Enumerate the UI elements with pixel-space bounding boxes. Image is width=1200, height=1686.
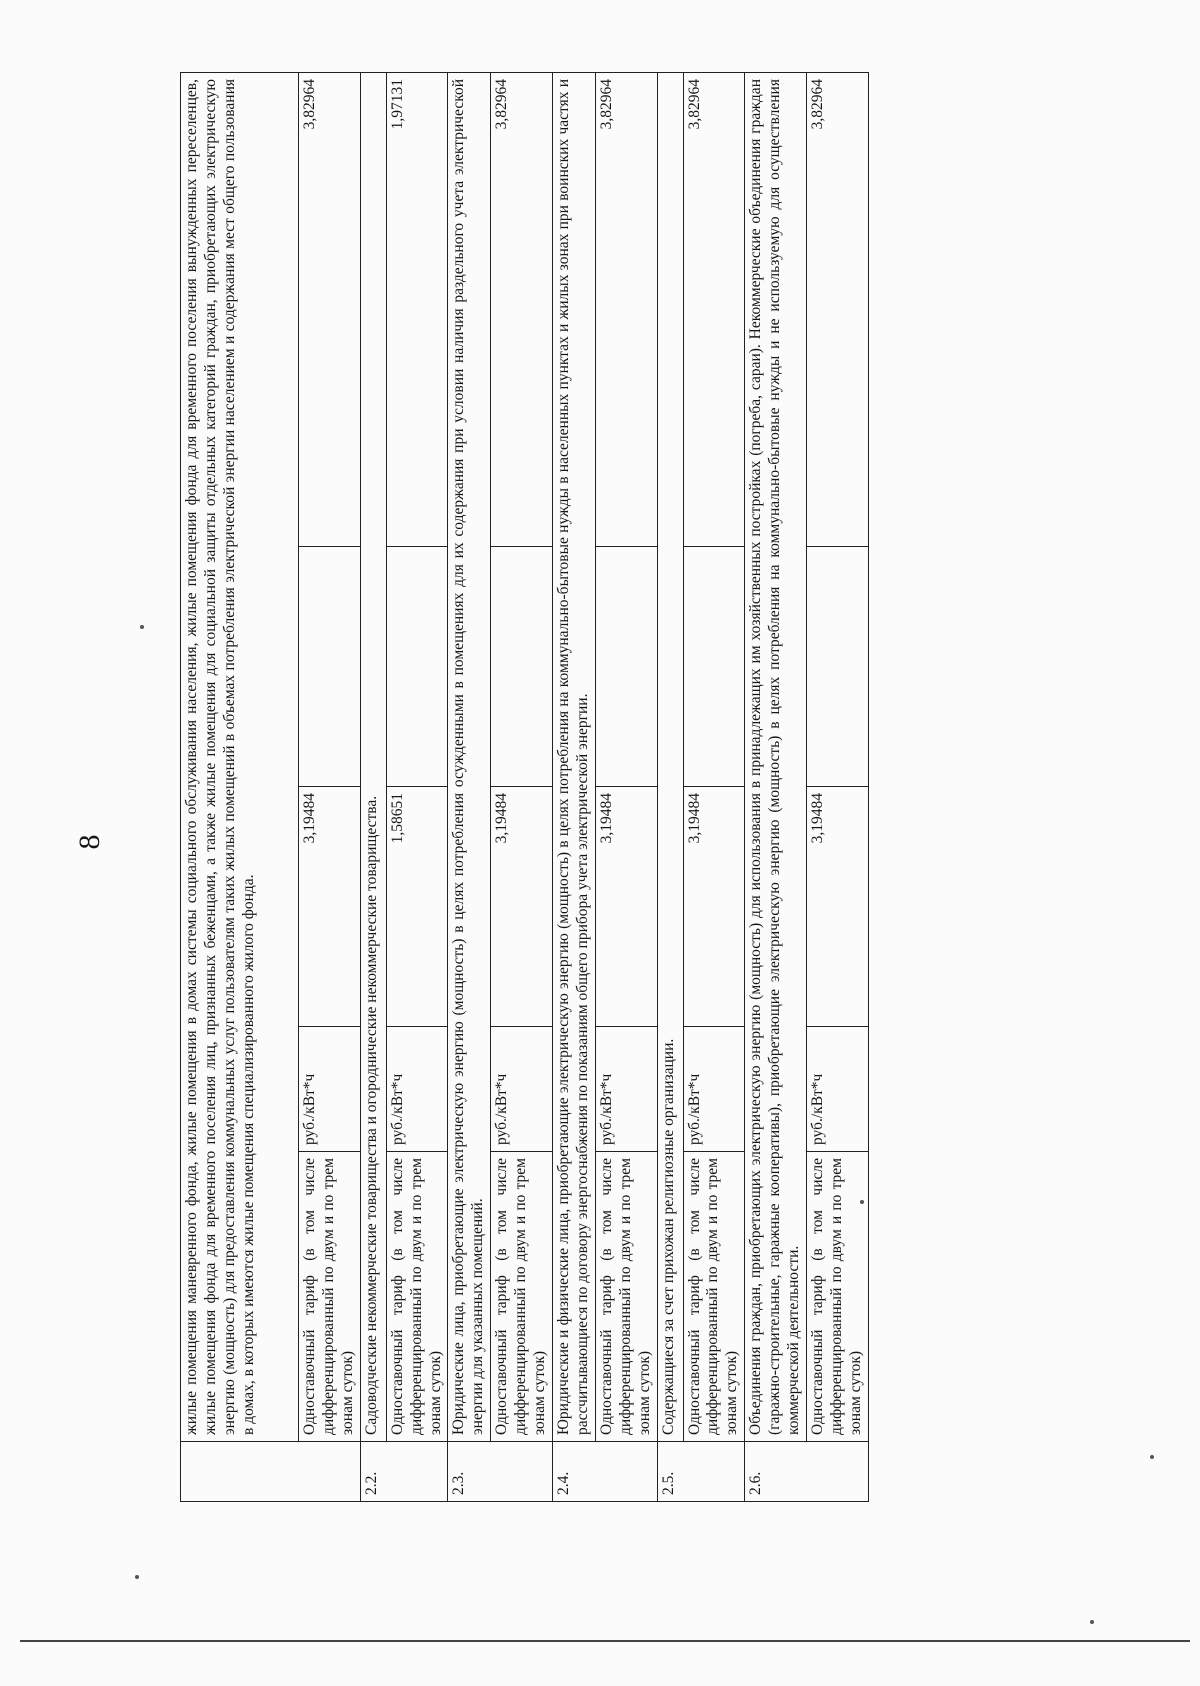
table-row [683,73,745,1502]
row-number: 2.6. [745,1442,868,1502]
category-description: Объединения граждан, приобретающих электрическую энергию (мощность) для использования в принадлежащих им хозяйственных постройках (погреба, сараи). Некоммерческие объединения граждан (гаражно-строительные, гаражные кооперативы), приобретающие электрическую энергию (мощность) в целях потребления на коммунально-бытовые нужды и не используемую для осуществления коммерческой деятельности. [745,73,807,1442]
tariff-value-second: 3,82964 [806,73,868,547]
tariff-name: Одноставочный тариф (в том числе дифференцированный по двум и по трем зонам суток) [806,1152,868,1442]
tariff-unit: руб./кВт*ч [683,1027,745,1152]
table-row [360,73,386,1502]
tariff-value-second: 1,97131 [386,73,448,547]
scan-edge-line [20,1640,1190,1642]
empty-cell [683,547,745,787]
table-row [299,73,361,1502]
scan-speck [140,625,144,629]
table-row [806,73,868,1502]
category-description: Садоводческие некоммерческие товарищества и огороднические некоммерческие товарищества. [360,73,386,1442]
scan-speck [1150,1455,1154,1459]
category-description: жилые помещения маневренного фонда, жилые помещения в домах системы социального обслуживания населения, жилые помещения фонда для временного поселения вынужденных переселенцев, жилые помещения фонда для временного поселения лиц, признанных беженцами, а также жилые помещения для социальной защиты отдельных категорий граждан, приобретающих электрическую энергию (мощность) для предоставления коммунальных услуг пользователям таких жилых помещений в объемах потребления электрической энергии населением и содержания мест общего пользования в домах, в которых имеются жилые помещения специализированного жилого фонда. [181,73,299,1442]
category-description: Содержащиеся за счет прихожан религиозные организации. [657,73,683,1442]
tariff-value-first: 3,19484 [299,787,361,1027]
tariff-unit: руб./кВт*ч [491,1027,553,1152]
table-row [386,73,448,1502]
tariff-value-first: 1,58651 [386,787,448,1027]
table-row [491,73,553,1502]
tariff-value-first: 3,19484 [806,787,868,1027]
tariff-name: Одноставочный тариф (в том числе дифференцированный по двум и по трем зонам суток) [299,1152,361,1442]
page-number: 8 [73,834,106,850]
row-number: 2.5. [657,1442,745,1502]
table-row [181,73,299,1502]
table-row [595,73,657,1502]
row-number: 2.4. [552,1442,657,1502]
empty-cell [806,547,868,787]
rotated-table-container [180,72,864,1502]
scan-speck [1090,1620,1094,1624]
table-row [745,73,807,1502]
tariff-table [180,72,869,1502]
tariff-value-second: 3,82964 [299,73,361,547]
scan-speck [135,1575,139,1579]
row-number [181,1442,361,1502]
tariff-value-first: 3,19484 [491,787,553,1027]
empty-cell [595,547,657,787]
tariff-name: Одноставочный тариф (в том числе дифференцированный по двум и по трем зонам суток) [595,1152,657,1442]
tariff-unit: руб./кВт*ч [595,1027,657,1152]
tariff-name: Одноставочный тариф (в том числе дифференцированный по двум и по трем зонам суток) [683,1152,745,1442]
row-number: 2.3. [448,1442,553,1502]
table-row [448,73,491,1502]
tariff-value-first: 3,19484 [595,787,657,1027]
empty-cell [299,547,361,787]
tariff-unit: руб./кВт*ч [806,1027,868,1152]
tariff-unit: руб./кВт*ч [386,1027,448,1152]
row-number: 2.2. [360,1442,448,1502]
table-row [657,73,683,1502]
tariff-name: Одноставочный тариф (в том числе дифференцированный по двум и по трем зонам суток) [386,1152,448,1442]
tariff-unit: руб./кВт*ч [299,1027,361,1152]
tariff-value-first: 3,19484 [683,787,745,1027]
tariff-name: Одноставочный тариф (в том числе дифференцированный по двум и по трем зонам суток) [491,1152,553,1442]
scan-speck [860,1200,864,1204]
category-description: Юридические лица, приобретающие электрическую энергию (мощность) в целях потребления осужденными в помещениях для их содержания при условии наличия раздельного учета электрической энергии для указанных помещений. [448,73,491,1442]
tariff-value-second: 3,82964 [595,73,657,547]
empty-cell [386,547,448,787]
tariff-value-second: 3,82964 [683,73,745,547]
empty-cell [491,547,553,787]
tariff-value-second: 3,82964 [491,73,553,547]
table-row [552,73,595,1502]
category-description: Юридические и физические лица, приобретающие электрическую энергию (мощность) в целях потребления на коммунально-бытовые нужды в населенных пунктах и жилых зонах при воинских частях и рассчитывающиеся по договору энергоснабжения по показаниям общего прибора учета электрической энергии. [552,73,595,1442]
